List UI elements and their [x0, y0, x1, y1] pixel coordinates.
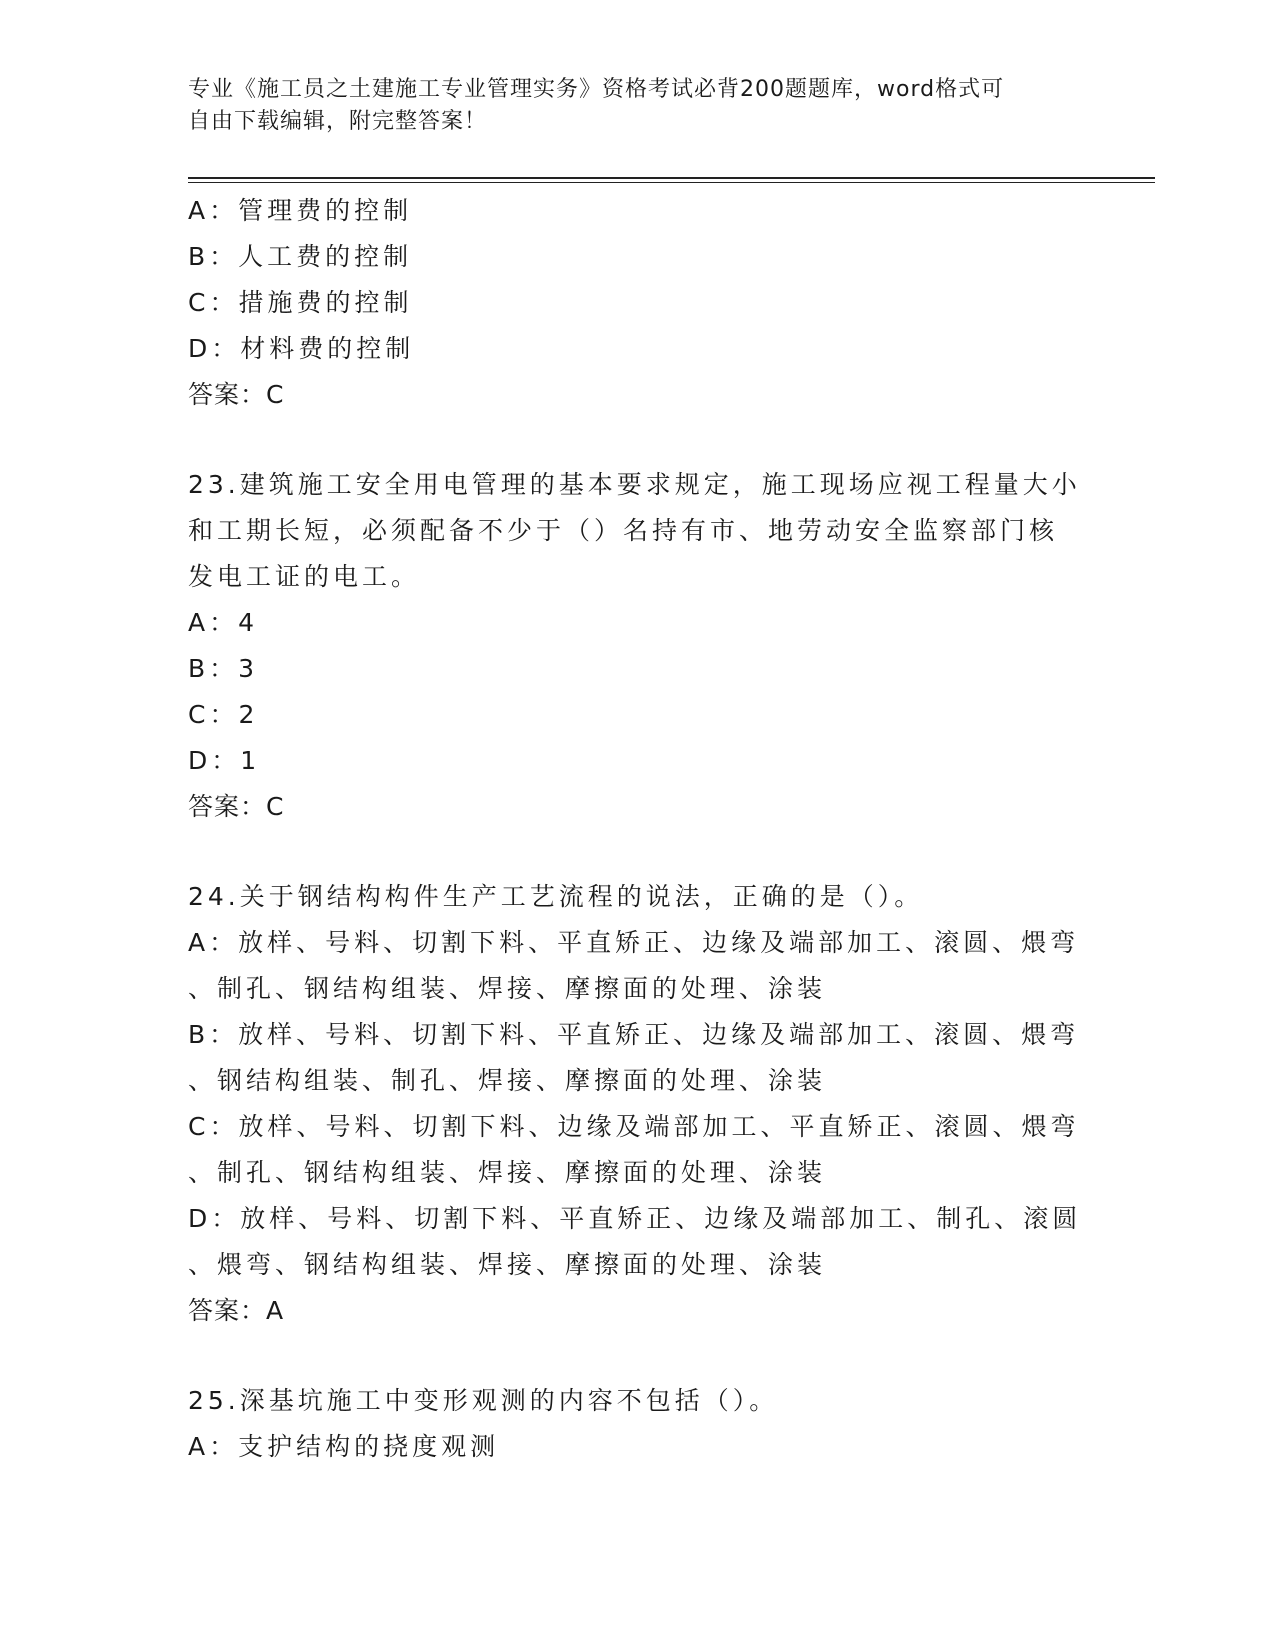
q23-answer: 答案：C: [188, 792, 285, 821]
q23-stem-line-3: 发电工证的电工。: [188, 562, 421, 591]
question-25: [188, 1378, 1088, 1470]
header-divider-thin: [188, 182, 1155, 183]
header-line-1: 专业《施工员之土建施工专业管理实务》资格考试必背200题题库，word格式可: [188, 77, 1005, 102]
spacer: [188, 418, 1088, 462]
q24-stem: 24.关于钢结构构件生产工艺流程的说法，正确的是（）。: [188, 882, 924, 911]
question-content: [188, 188, 1088, 1470]
q23-stem-line-2: 和工期长短，必须配备不少于（）名持有市、地劳动安全监察部门核: [188, 516, 1059, 545]
q24-option-c-line-2: 、制孔、钢结构组装、焊接、摩擦面的处理、涂装: [188, 1158, 827, 1187]
q23-option-a: A：4: [188, 608, 259, 637]
q24-option-a-line-2: 、制孔、钢结构组装、焊接、摩擦面的处理、涂装: [188, 974, 827, 1003]
q24-option-a-line-1: A：放样、号料、切割下料、平直矫正、边缘及端部加工、滚圆、煨弯: [188, 928, 1080, 957]
q22-answer: 答案：C: [188, 380, 285, 409]
q23-stem-line-1: 23.建筑施工安全用电管理的基本要求规定，施工现场应视工程量大小: [188, 470, 1081, 499]
q22-option-a: A：管理费的控制: [188, 196, 413, 225]
question-24: [188, 874, 1088, 1334]
q23-option-d: D：1: [188, 746, 261, 775]
header-line-2: 自由下载编辑，附完整答案！: [188, 109, 488, 134]
q25-option-a: A：支护结构的挠度观测: [188, 1432, 500, 1461]
q22-option-d: D：材料费的控制: [188, 334, 415, 363]
q24-option-b-line-1: B：放样、号料、切割下料、平直矫正、边缘及端部加工、滚圆、煨弯: [188, 1020, 1080, 1049]
q22-option-b: B：人工费的控制: [188, 242, 413, 271]
question-22: [188, 188, 1088, 418]
spacer: [188, 1334, 1088, 1378]
q22-option-c: C：措施费的控制: [188, 288, 413, 317]
q24-option-b-line-2: 、钢结构组装、制孔、焊接、摩擦面的处理、涂装: [188, 1066, 827, 1095]
q24-option-d-line-1: D：放样、号料、切割下料、平直矫正、边缘及端部加工、制孔、滚圆: [188, 1204, 1082, 1233]
q24-option-c-line-1: C：放样、号料、切割下料、边缘及端部加工、平直矫正、滚圆、煨弯: [188, 1112, 1080, 1141]
header-divider-thick: [188, 177, 1155, 179]
spacer: [188, 830, 1088, 874]
question-23: [188, 462, 1088, 830]
document-header: [188, 74, 1068, 138]
q24-answer: 答案：A: [188, 1296, 285, 1325]
q25-stem: 25.深基坑施工中变形观测的内容不包括（）。: [188, 1386, 779, 1415]
q23-option-c: C：2: [188, 700, 259, 729]
q23-option-b: B：3: [188, 654, 259, 683]
q24-option-d-line-2: 、煨弯、钢结构组装、焊接、摩擦面的处理、涂装: [188, 1250, 827, 1279]
